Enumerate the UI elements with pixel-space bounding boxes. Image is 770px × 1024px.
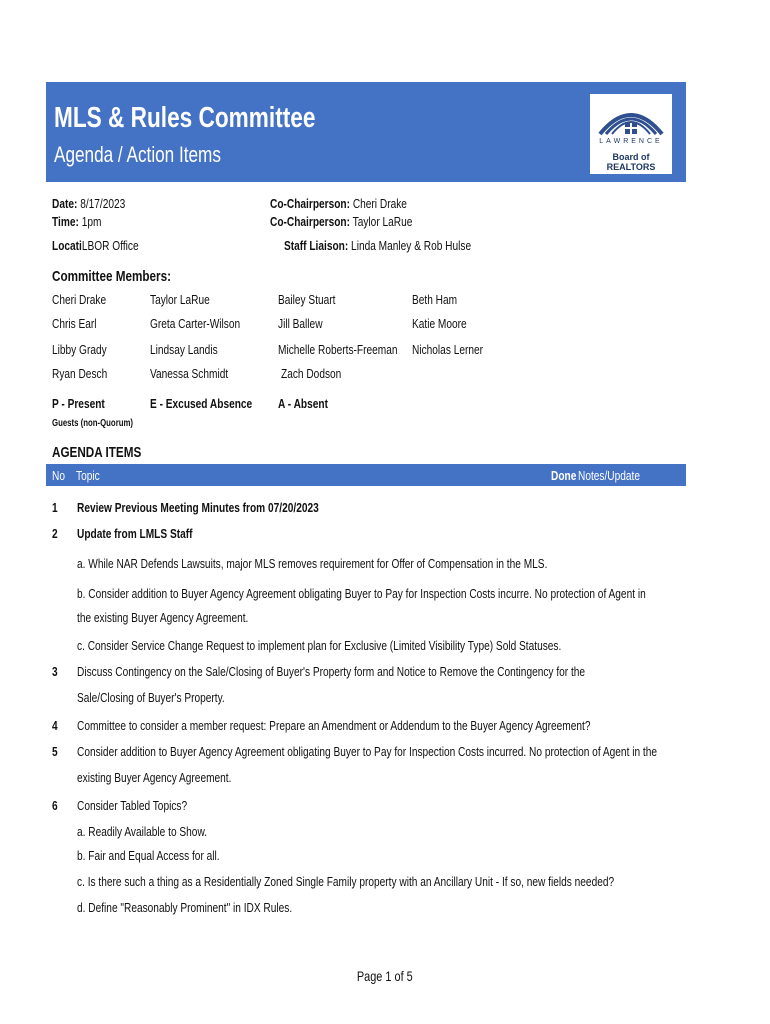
page-number: Page 1 of 5 <box>357 968 413 984</box>
meeting-date: Date: 8/17/2023 <box>52 196 126 211</box>
agenda-item-text: Discuss Contingency on the Sale/Closing of Buyer's Property form and Notice to Remove the Contingency for the <box>77 664 586 679</box>
legend-absent: A - Absent <box>278 396 328 411</box>
agenda-item-text: Committee to consider a member request: Prepare an Amendment or Addendum to the Buyer Agency Agreement? <box>77 718 591 733</box>
agenda-item-number: 5 <box>52 744 58 759</box>
column-no: No <box>52 468 65 483</box>
agenda-item-number: 2 <box>52 526 58 541</box>
agenda-item-text: b. Fair and Equal Access for all. <box>77 848 220 863</box>
column-topic: Topic <box>76 468 100 483</box>
legend-excused: E - Excused Absence <box>150 396 253 411</box>
agenda-item-text: Consider Tabled Topics? <box>77 798 188 813</box>
committee-member: Libby Grady <box>52 342 107 357</box>
agenda-item-text: d. Define "Reasonably Prominent" in IDX Rules. <box>77 900 293 915</box>
agenda-item-text: Update from LMLS Staff <box>77 526 193 541</box>
column-notes: Notes/Update <box>578 468 641 483</box>
committee-member: Michelle Roberts-Freeman <box>278 342 398 357</box>
agenda-item-number: 4 <box>52 718 58 733</box>
committee-member: Zach Dodson <box>281 366 342 381</box>
agenda-item-text: Sale/Closing of Buyer's Property. <box>77 690 225 705</box>
column-done: Done <box>551 468 577 483</box>
agenda-table-header <box>46 464 686 486</box>
co-chairperson-1: Co-Chairperson: Cheri Drake <box>270 196 407 211</box>
board-logo <box>590 94 672 174</box>
committee-member: Vanessa Schmidt <box>150 366 229 381</box>
agenda-item-text: c. Is there such a thing as a Residentially Zoned Single Family property with an Ancillary Unit - If so, new fields needed? <box>77 874 615 889</box>
legend-guests: Guests (non-Quorum) <box>52 418 134 429</box>
agenda-item-number: 1 <box>52 500 58 515</box>
committee-member: Nicholas Lerner <box>412 342 484 357</box>
committee-member: Bailey Stuart <box>278 292 336 307</box>
agenda-item-text: existing Buyer Agency Agreement. <box>77 770 232 785</box>
committee-member: Chris Earl <box>52 316 97 331</box>
committee-member: Ryan Desch <box>52 366 108 381</box>
header-band <box>46 82 686 182</box>
staff-liaison: Staff Liaison: Linda Manley & Rob Hulse <box>284 238 472 253</box>
committee-member: Cheri Drake <box>52 292 107 307</box>
house-icon <box>590 94 672 138</box>
committee-member: Katie Moore <box>412 316 467 331</box>
document-title: MLS & Rules Committee <box>54 102 316 134</box>
agenda-item-number: 3 <box>52 664 58 679</box>
agenda-item-text: c. Consider Service Change Request to implement plan for Exclusive (Limited Visibility Type) Sold Statuses. <box>77 638 562 653</box>
agenda-item-text: the existing Buyer Agency Agreement. <box>77 610 249 625</box>
committee-members-heading: Committee Members: <box>52 268 171 285</box>
legend-present: P - Present <box>52 396 105 411</box>
agenda-heading: AGENDA ITEMS <box>52 444 142 461</box>
meeting-location: LocatiLBOR Office <box>52 238 139 253</box>
agenda-item-text: a. Readily Available to Show. <box>77 824 208 839</box>
committee-member: Jill Ballew <box>278 316 323 331</box>
co-chairperson-2: Co-Chairperson: Taylor LaRue <box>270 214 413 229</box>
committee-member: Taylor LaRue <box>150 292 210 307</box>
agenda-item-text: Review Previous Meeting Minutes from 07/20/2023 <box>77 500 319 515</box>
committee-member: Greta Carter-Wilson <box>150 316 241 331</box>
meeting-time: Time: 1pm <box>52 214 102 229</box>
committee-member: Beth Ham <box>412 292 458 307</box>
agenda-item-number: 6 <box>52 798 58 813</box>
document-subtitle: Agenda / Action Items <box>54 142 221 167</box>
logo-word-board: Board of REALTORS <box>606 152 656 172</box>
agenda-item-text: b. Consider addition to Buyer Agency Agreement obligating Buyer to Pay for Inspection Costs incurre. No protection of Agent in <box>77 586 646 601</box>
agenda-item-text: Consider addition to Buyer Agency Agreement obligating Buyer to Pay for Inspection Costs incurred. No protection of Agent in the <box>77 744 658 759</box>
agenda-item-text: a. While NAR Defends Lawsuits, major MLS removes requirement for Offer of Compensation in the MLS. <box>77 556 548 571</box>
committee-member: Lindsay Landis <box>150 342 218 357</box>
logo-word-lawrence: LAWRENCE <box>599 138 663 145</box>
